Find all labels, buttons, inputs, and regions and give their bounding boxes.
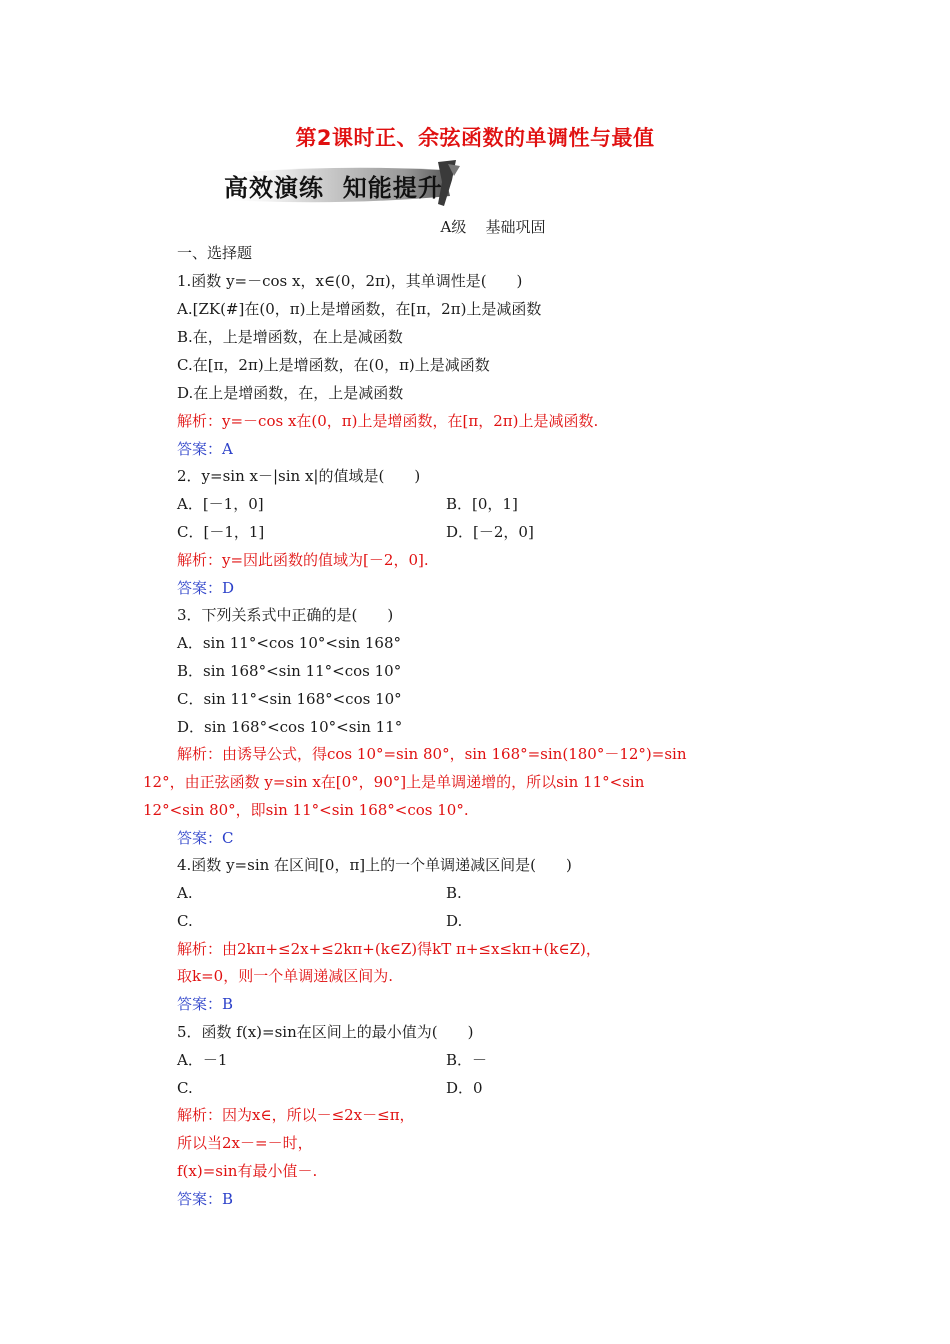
banner-text: 高效演练 知能提升	[224, 174, 443, 202]
analysis-text: 解析：因为x∈，所以－≤2x－≤π，	[177, 1106, 415, 1124]
option-d: D．[－2，0]	[446, 523, 534, 541]
option-a: A.[ZK(#]在(0，π)上是增函数，在[π，2π)上是减函数	[177, 300, 542, 318]
analysis-text: 解析：y=－cos x在(0，π)上是增函数，在[π，2π)上是减函数.	[177, 412, 599, 430]
option-b: B．[0，1]	[446, 495, 518, 513]
option-c: C．sin 11°<sin 168°<cos 10°	[177, 690, 402, 708]
question-stem: 4.函数 y=sin 在区间[0，π]上的一个单调递减区间是( )	[177, 856, 572, 874]
answer-text: 答案：A	[177, 440, 233, 458]
analysis-text: 12°<sin 80°，即sin 11°<sin 168°<cos 10°.	[143, 801, 469, 819]
analysis-text: 解析：由诱导公式，得cos 10°=sin 80°，sin 168°=sin(180°－12°)=sin	[177, 745, 687, 763]
option-c: C．[－1，1]	[177, 523, 265, 541]
question-stem: 3．下列关系式中正确的是( )	[177, 606, 394, 624]
option-b: B．－	[446, 1051, 488, 1069]
section-heading: 一、选择题	[177, 244, 253, 262]
analysis-text: 解析：y=因此函数的值域为[－2，0].	[177, 551, 429, 569]
analysis-text: 12°，由正弦函数 y=sin x在[0°，90°]上是单调递增的，所以sin 11°<sin	[143, 773, 645, 791]
analysis-text: 解析：由2kπ+≤2x+≤2kπ+(k∈Z)得kT π+≤x≤kπ+(k∈Z)，	[177, 940, 601, 958]
option-d: D．0	[446, 1079, 483, 1097]
option-a: A．[－1，0]	[177, 495, 264, 513]
answer-text: 答案：D	[177, 579, 235, 597]
page-title: 第2课时正、余弦函数的单调性与最值	[295, 126, 655, 150]
analysis-text: 取k=0，则一个单调递减区间为.	[177, 967, 393, 985]
option-b: B.	[446, 884, 462, 902]
option-b: B．sin 168°<sin 11°<cos 10°	[177, 662, 402, 680]
level-heading: A级 基础巩固	[440, 218, 546, 236]
option-a: A.	[177, 884, 193, 902]
option-d: D．sin 168°<cos 10°<sin 11°	[177, 718, 403, 736]
answer-text: 答案：C	[177, 829, 234, 847]
question-stem: 5．函数 f(x)=sin在区间上的最小值为( )	[177, 1023, 474, 1041]
section-banner	[212, 160, 470, 208]
answer-text: 答案：B	[177, 1190, 234, 1208]
analysis-text: f(x)=sin有最小值－.	[177, 1162, 318, 1180]
option-a: A．－1	[177, 1051, 228, 1069]
question-stem: 2．y=sin x－|sin x|的值域是( )	[177, 467, 421, 485]
option-c: C.	[177, 912, 193, 930]
option-d: D.在上是增函数，在，上是减函数	[177, 384, 404, 402]
option-b: B.在，上是增函数，在上是减函数	[177, 328, 403, 346]
option-d: D.	[446, 912, 463, 930]
question-stem: 1.函数 y=－cos x，x∈(0，2π)，其单调性是( )	[177, 272, 523, 290]
option-c: C.	[177, 1079, 193, 1097]
option-c: C.在[π，2π)上是增函数，在(0，π)上是减函数	[177, 356, 490, 374]
answer-text: 答案：B	[177, 995, 234, 1013]
option-a: A．sin 11°<cos 10°<sin 168°	[177, 634, 402, 652]
analysis-text: 所以当2x－=－时，	[177, 1134, 313, 1152]
